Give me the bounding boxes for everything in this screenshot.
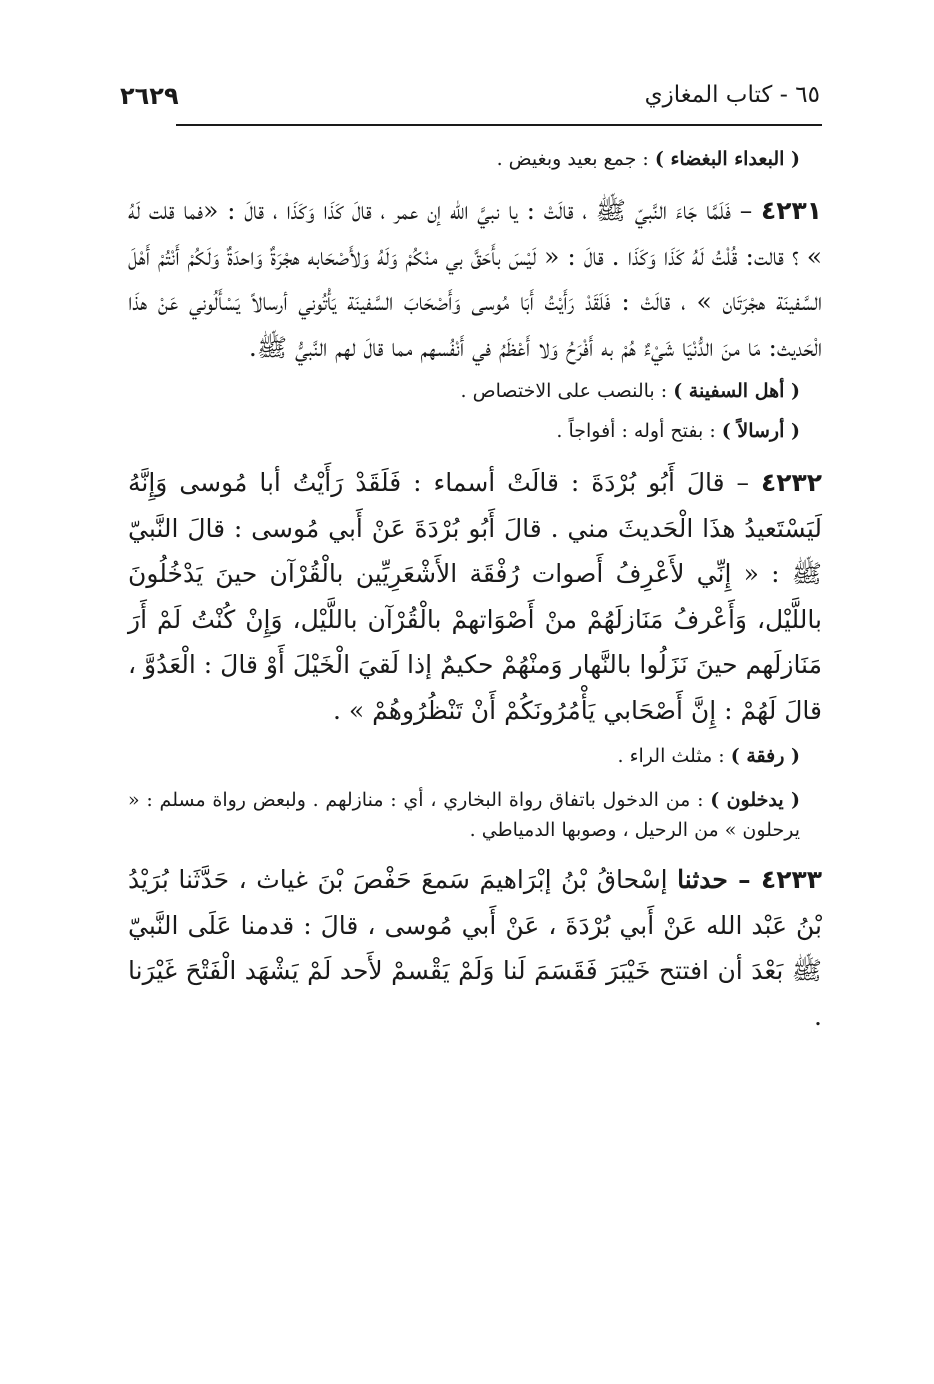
footnote-ahl-al-safina xyxy=(128,376,822,406)
footnote-arsalan xyxy=(128,416,822,446)
hadith-number: ٤٢٣٣ xyxy=(760,865,822,894)
hadith-4232 xyxy=(128,460,822,733)
note-term: ( أرسالاً ) xyxy=(721,420,800,442)
note-text: : بفتح أوله : أفواجاً . xyxy=(556,420,722,442)
note-term: ( البعداء البغضاء ) xyxy=(654,148,800,170)
note-term: ( أهل السفينة ) xyxy=(673,380,800,402)
hadith-number: ٤٢٣١ xyxy=(760,196,822,225)
page-number: ٢٦٢٩ xyxy=(120,82,179,110)
footnote-rufqa xyxy=(128,741,822,771)
page-header xyxy=(120,82,820,122)
hadith-text: إسْحاقُ بْنُ إبْرَاهيمَ سَمعَ حَفْصَ بْنَ غياث ، حَدَّثَنا بُرَيْدُ بْنُ عَبْد الله عَنْ أَبي بُرْدَةَ ، عَنْ أَبي مُوسى ، قالَ : قدمنا عَلَى النَّبيّ ﷺ بَعْدَ أن افتتح خَيْبَرَ فَقَسَمَ لَنا وَلَمْ يَقْسمْ لأَحد لَمْ يَشْهَد الْفَتْحَ غَيْرَنا . xyxy=(128,865,822,1031)
note-text: : مثلث الراء . xyxy=(617,745,731,767)
note-text: : بالنصب على الاختصاص . xyxy=(460,380,674,402)
footnote-bughdaa xyxy=(128,144,822,174)
note-term: ( رفقة ) xyxy=(730,745,800,767)
hadith-4233 xyxy=(128,857,822,1039)
hadith-number: ٤٢٣٢ xyxy=(760,468,822,497)
hadith-lead: – حدثنا xyxy=(677,865,761,894)
note-term: ( يدخلون ) xyxy=(710,789,800,811)
hadith-4231 xyxy=(128,188,822,370)
page-body xyxy=(128,140,822,1039)
hadith-text: – فَلَمَّا جَاءَ النَّبيّ ﷺ ، قالَتْ : يا نبيَّ الله إن عمر ، قالَ كَذَا وَكَذَا ، قالَ : «فما قلت لَهُ » ؟ قالت: قُلْتُ لَهُ كَذَا وَكَذَا . قالَ : « لَيْسَ بأَحَقَّ بي منْكُمْ وَلَهُ وَلأَصْحَابه هجْرَةٌ وَاحدَةٌ وَلَكُمْ أَنْتُمْ أَهْلَ السَّفينَة هجْرَتَان » ، قالَتْ : فَلَقَدْ رَأَيْتُ أَبَا مُوسى وَأَصْحَابَ السَّفينَة يَأْتُوني أرسالاً يَسْأَلُوني عَنْ هذَا الْحَديث: مَا منَ الدُّنْيَا شَيْءٌ هُمْ به أَفْرَحُ وَلا أَعْظَمُ في أَنْفُسهم مما قالَ لهم النَّبيُّ ﷺ. xyxy=(128,196,822,362)
chapter-title: ٦٥ - كتاب المغازي xyxy=(644,82,820,108)
note-text: : من الدخول باتفاق رواة البخاري ، أي : منازلهم . ولبعض رواة مسلم : « يرحلون » من الرحيل ، وصوبها الدمياطي . xyxy=(128,789,800,841)
note-text: : جمع بعيد وبغيض . xyxy=(496,148,655,170)
footnote-yadkhulun xyxy=(128,785,822,845)
header-rule xyxy=(176,124,822,126)
hadith-text: – قالَ أَبُو بُرْدَةَ : قالَتْ أسماء : فَلَقَدْ رَأَيْتُ أبا مُوسى وَإِنَّهُ لَيَسْتَعيدُ هذَا الْحَديثَ مني . قالَ أَبُو بُرْدَةَ عَنْ أَبي مُوسى : قالَ النَّبيّ ﷺ : « إِنِّي لأَعْرِفُ أَصوات رُفْقَة الأَشْعَرِيِّين بالْقُرْآن حينَ يَدْخُلُونَ باللَّيْل، وَأَعْرفُ مَنَازلَهُمْ منْ أَصْوَاتهمْ بالْقُرْآن باللَّيْل، وَإِنْ كُنْتُ لَمْ أَرَ مَنَازلَهم حينَ نَزَلُوا بالنَّهار وَمنْهُمْ حكيمٌ إذا لَقيَ الْخَيْلَ أَوْ قالَ : الْعَدُوَّ ، قالَ لَهُمْ : إِنَّ أَصْحَابي يَأْمُرُونَكُمْ أَنْ تَنْظُرُوهُمْ » . xyxy=(128,468,822,725)
